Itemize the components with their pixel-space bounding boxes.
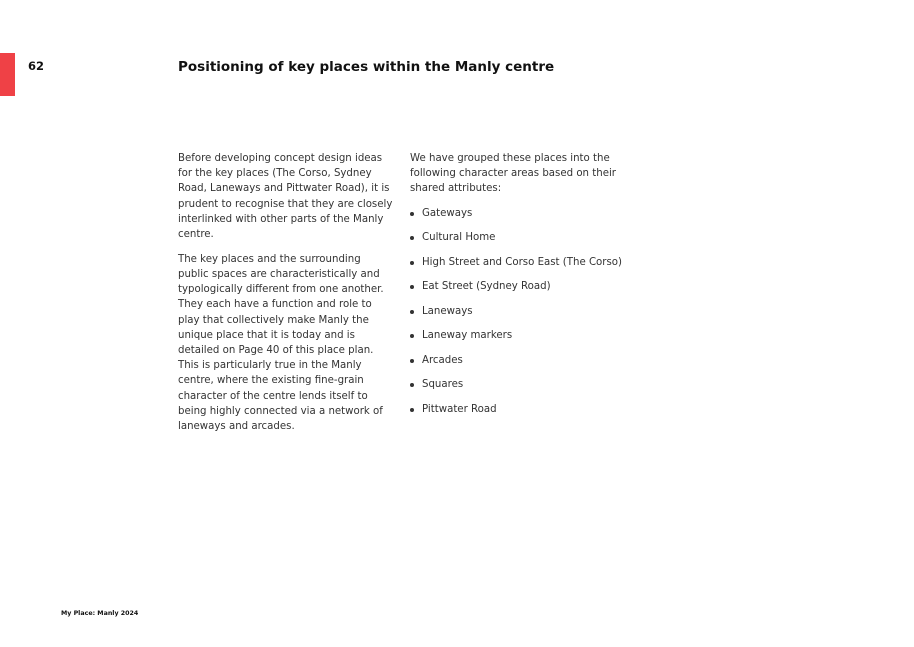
bullet-icon — [410, 236, 414, 240]
list-item-label: Eat Street (Sydney Road) — [422, 281, 551, 293]
bullet-icon — [410, 285, 414, 289]
list-item — [410, 255, 650, 280]
bullet-icon — [410, 359, 414, 363]
list-item — [410, 377, 650, 402]
list-item-label: Squares — [422, 379, 464, 391]
list-item-label: Laneways — [422, 305, 473, 317]
left-column — [178, 151, 393, 444]
bullet-icon — [410, 310, 414, 314]
list-item — [410, 353, 650, 378]
list-intro: We have grouped these places into the following character areas based on their shared attributes: — [410, 153, 616, 195]
list-item — [410, 206, 650, 231]
list-item — [410, 328, 650, 353]
list-item — [410, 230, 650, 255]
list-item-label: Arcades — [422, 354, 463, 366]
bullet-icon — [410, 212, 414, 216]
accent-bar — [0, 53, 15, 96]
bullet-icon — [410, 408, 414, 412]
intro-paragraph: Before developing concept design ideas for the key places (The Corso, Sydney Road, Laneways and Pittwater Road), it is prudent to recognise that they are closely interlinked with other parts of the Manly centre. — [178, 153, 393, 241]
list-item — [410, 279, 650, 304]
bullet-icon — [410, 261, 414, 265]
list-item — [410, 402, 650, 427]
body-paragraph: The key places and the surrounding public spaces are characteristically and typologically different from one another. They each have a function and role to play that collectively make Manly the unique place that it is today and is detailed on Page 40 of this place plan. This is particularly true in the Manly centre, where the existing fine-grain character of the centre lends itself to being highly connected via a network of laneways and arcades. — [178, 253, 384, 433]
list-item-label: Cultural Home — [422, 232, 496, 244]
list-item-label: Gateways — [422, 207, 473, 219]
bullet-icon — [410, 334, 414, 338]
page-title: Positioning of key places within the Manly centre — [178, 59, 555, 75]
bullet-icon — [410, 383, 414, 387]
page-number: 62 — [28, 59, 45, 73]
character-areas-list — [410, 206, 650, 427]
list-item-label: High Street and Corso East (The Corso) — [422, 256, 622, 268]
list-item — [410, 304, 650, 329]
footer-publication-title: My Place: Manly 2024 — [61, 610, 139, 617]
right-column — [410, 151, 650, 426]
list-item-label: Pittwater Road — [422, 403, 497, 415]
list-item-label: Laneway markers — [422, 330, 513, 342]
